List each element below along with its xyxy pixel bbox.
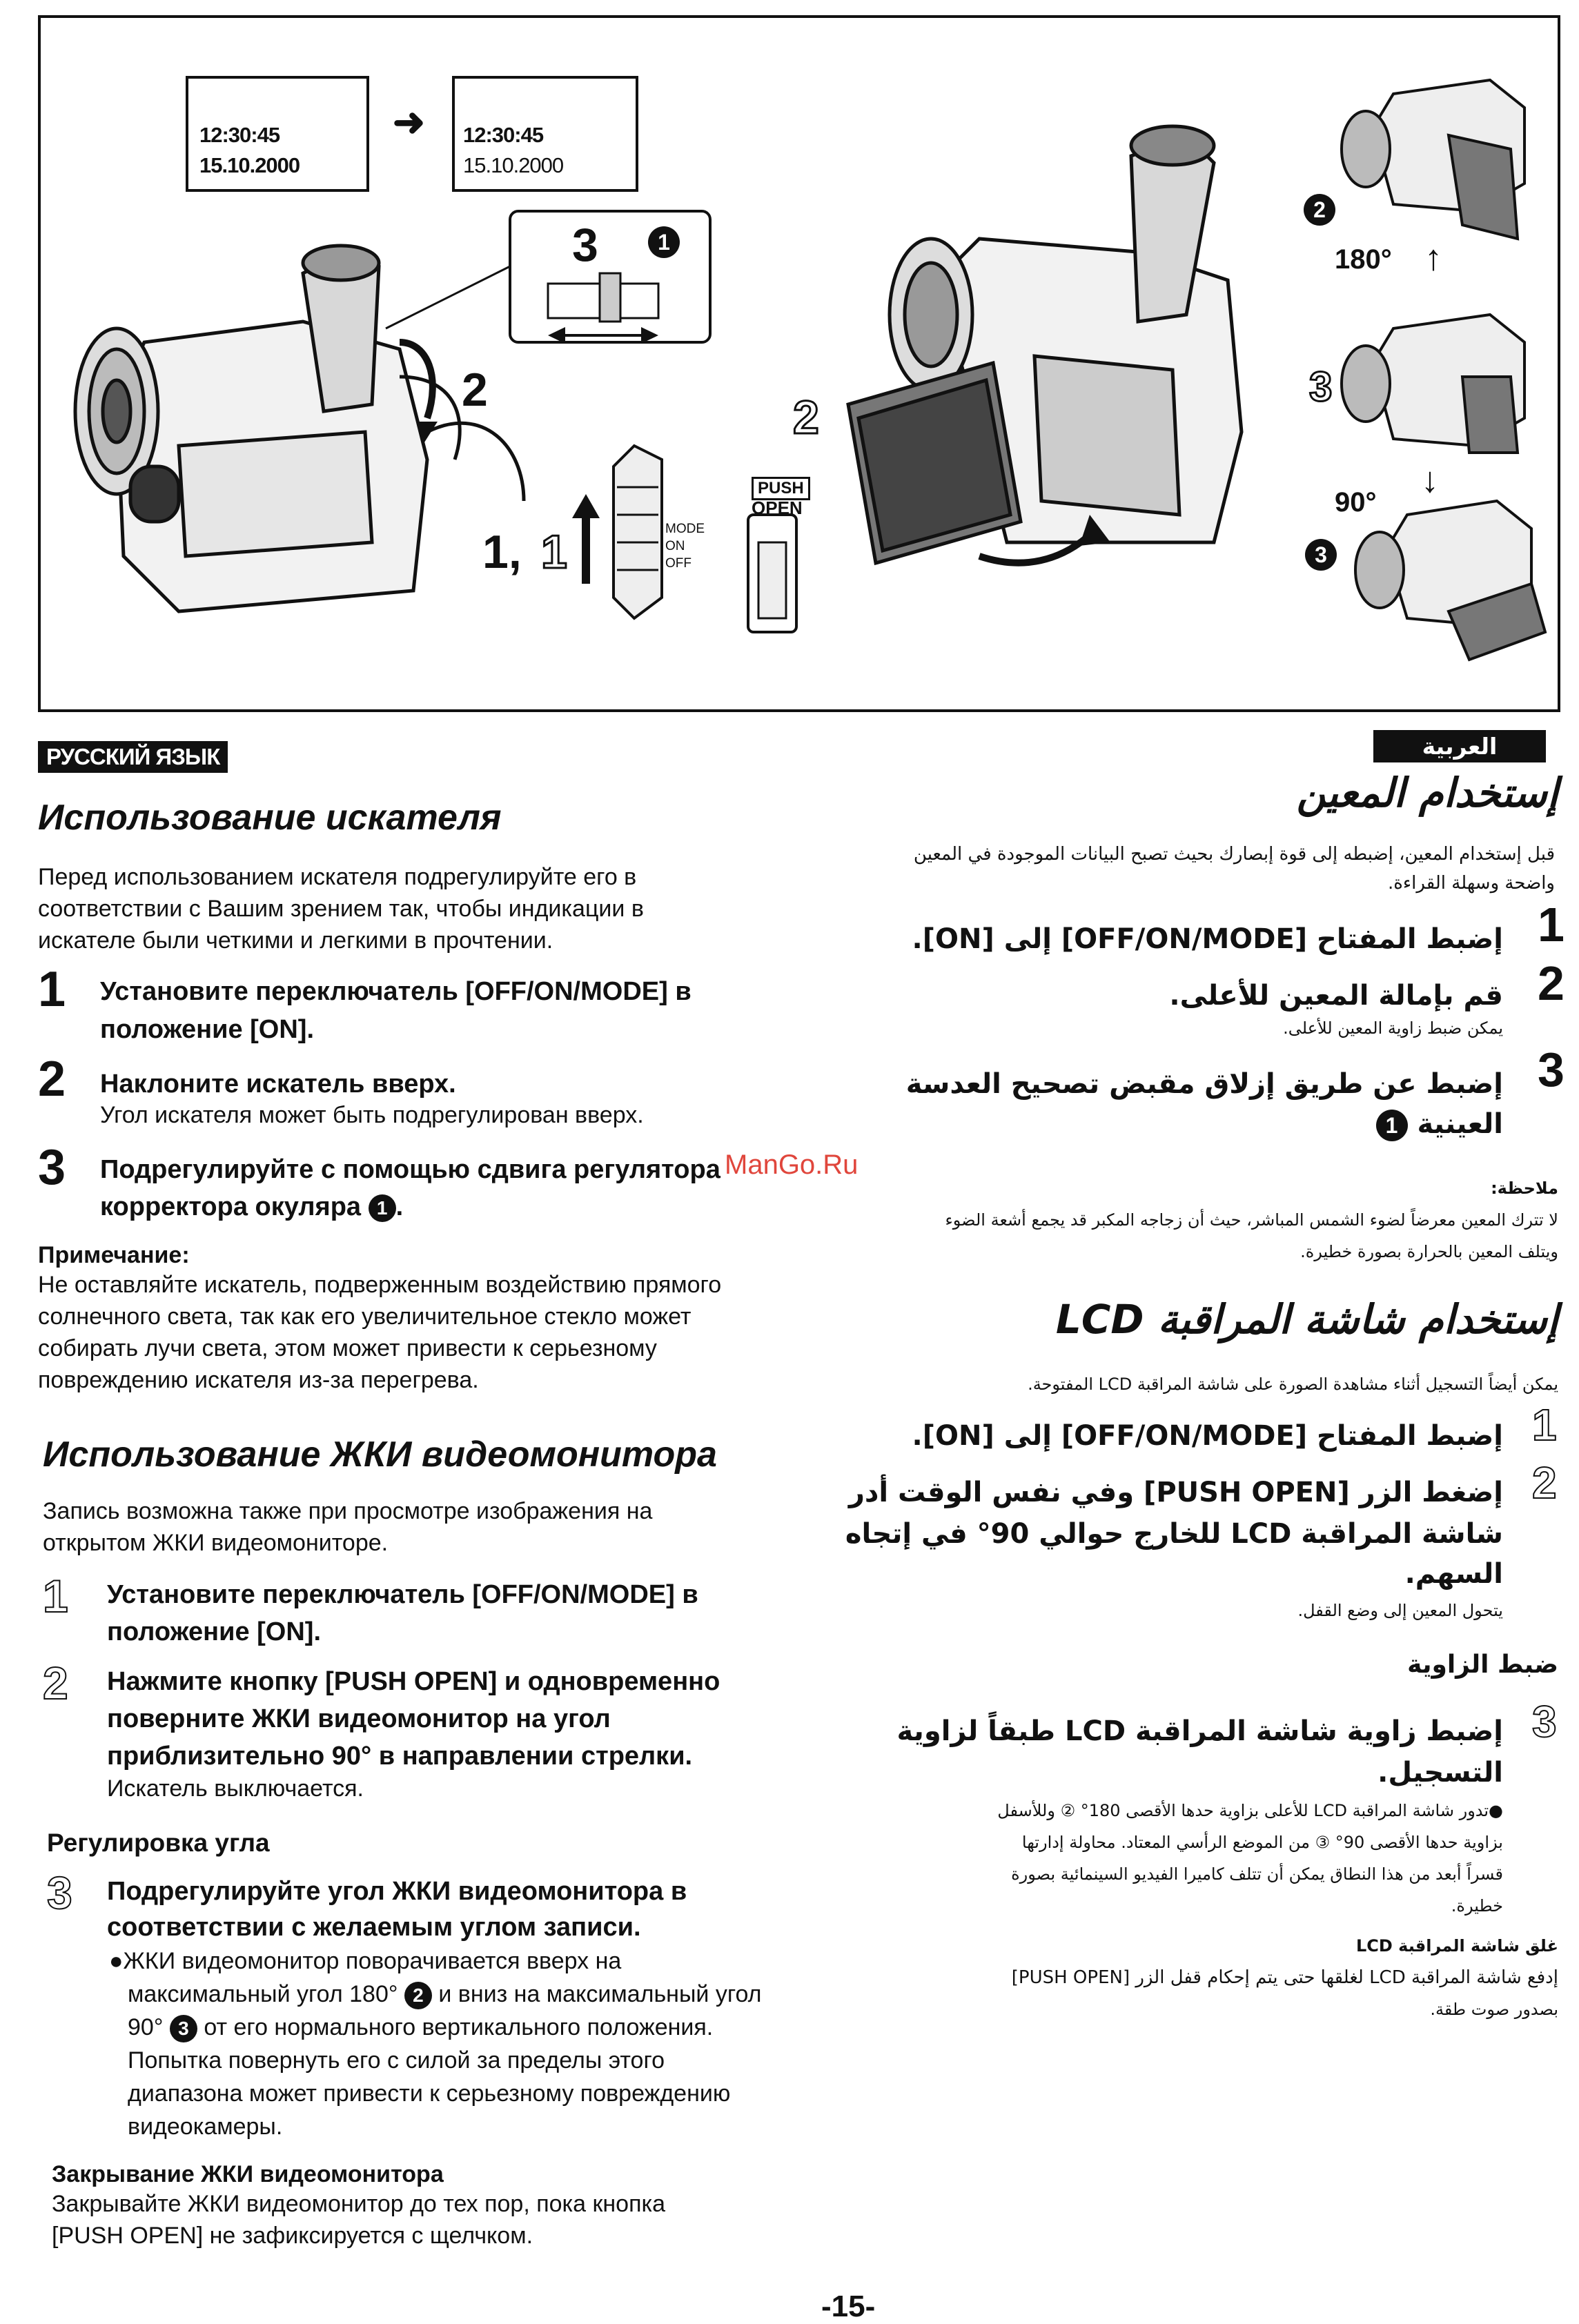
step-label-3: 3 xyxy=(572,219,598,271)
ru-step-3-circle: 1 xyxy=(369,1194,396,1222)
ru-lcd-step-1-line-2: положение [ON]. xyxy=(107,1617,322,1646)
rotation-label-3: 3 xyxy=(1309,364,1333,410)
step-label-1-1: 1, xyxy=(482,526,522,578)
ar-close-heading: غلق شاشة المراقبة LCD xyxy=(1355,1936,1558,1956)
ru-step-3-line-1: Подрегулируйте с помощью сдвига регулятора xyxy=(100,1155,720,1184)
russian-language-tag: РУССКИЙ ЯЗЫК xyxy=(38,741,228,773)
ru-close-heading: Закрывание ЖКИ видеомонитора xyxy=(52,2161,444,2187)
ar-close-line-1: إدفع شاشة المراقبة LCD لغلقها حتى يتم إحكام قفل الزر [PUSH OPEN] xyxy=(1011,1967,1558,1988)
dial-off-label: OFF xyxy=(665,556,692,571)
push-label: PUSH xyxy=(752,477,810,500)
ar-intro2: يمكن أيضاً التسجيل أثناء مشاهدة الصورة على شاشة المراقبة LCD المفتوحة. xyxy=(1028,1375,1558,1394)
ru-lcd-step-1-line-1: Установите переключатель [OFF/ON/MODE] в xyxy=(107,1580,698,1609)
step-label-2-outline: 2 xyxy=(793,391,819,444)
ar-step-3-circle: 1 xyxy=(1376,1110,1408,1141)
ru-note-heading: Примечание: xyxy=(38,1242,190,1268)
circle-3-badge: 3 xyxy=(1305,539,1337,571)
ru-bullet-90: 90° xyxy=(128,2014,164,2040)
ar-lcd-step-2-line-2: شاشة المراقبة LCD للخارج حوالي 90° في إتجاه xyxy=(845,1518,1503,1550)
ar-lcd-step-2-number: 2 xyxy=(1532,1458,1557,1508)
ru-step-3-end: . xyxy=(395,1192,404,1221)
ar-step-1-number: 1 xyxy=(1538,898,1565,952)
ar-viewfinder-heading: إستخدام المعين xyxy=(1296,769,1558,816)
dial-mode-label: MODE xyxy=(665,522,705,536)
ru-note-line-2: солнечного света, так как его увеличительное стекло может xyxy=(38,1303,692,1330)
ar-lcd-step-1-number: 1 xyxy=(1532,1400,1557,1450)
ar-lcd-step-2-line-3: السهم. xyxy=(1404,1558,1503,1590)
dial-on-label: ON xyxy=(665,539,685,553)
ru-step-3-line-2 xyxy=(100,1188,403,1225)
step-label-2: 2 xyxy=(462,364,488,416)
ru-step-3-number: 3 xyxy=(38,1140,66,1195)
circle-1-badge: 1 xyxy=(648,226,680,258)
ru-bullet-vertical: от его нормального вертикального положения. xyxy=(204,2014,714,2040)
ar-note-heading: ملاحظة: xyxy=(1491,1179,1558,1198)
ar-lcd-step-1-line: إضبط المفتاح [OFF/ON/MODE] إلى [ON]. xyxy=(912,1420,1503,1452)
ru-step-1-number: 1 xyxy=(38,962,66,1017)
ru-step-2-number: 2 xyxy=(38,1052,66,1107)
ru-bullet-180: максимальный угол 180° xyxy=(128,1981,398,2007)
ru-bullet-line-2 xyxy=(128,1978,761,2011)
ru-step-1-line-1: Установите переключатель [OFF/ON/MODE] в xyxy=(100,977,692,1006)
ru-intro-line-2: соответствии с Вашим зрением так, чтобы индикации в xyxy=(38,896,644,922)
ru-intro-line-3: искателе были четкими и легкими в прочтении. xyxy=(38,927,553,954)
ru-step-2-line: Наклоните искатель вверх. xyxy=(100,1070,456,1099)
ar-bullet-line-4: خطيرة. xyxy=(1451,1896,1503,1916)
ru-lcd-step-2-sub: Искатель выключается. xyxy=(107,1775,364,1802)
ar-step-3-line-1: إضبط عن طريق إزلاق مقبض تصحيح العدسة xyxy=(905,1068,1503,1100)
ar-intro-line-1: قبل إستخدام المعين، إضبطه إلى قوة إبصارك بحيث تصبح البيانات الموجودة في المعين xyxy=(913,844,1555,865)
ru-close-line-1: Закрывайте ЖКИ видеомонитор до тех пор, пока кнопка xyxy=(52,2191,666,2217)
open-label: OPEN xyxy=(752,498,803,518)
circle-2-badge: 2 xyxy=(1304,194,1335,226)
lcd-after-time: 12:30:45 xyxy=(463,123,544,147)
ar-step-3-line-2 xyxy=(813,1103,1503,1145)
ar-intro-line-2: واضحة وسهلة القراءة. xyxy=(1388,873,1555,894)
ru-intro2-line-1: Запись возможна также при просмотре изображения на xyxy=(43,1498,653,1524)
ar-note-line-2: ويتلف المعين بالحرارة بصورة خطيرة. xyxy=(1300,1242,1558,1261)
ru-step-2-sub: Угол искателя может быть подрегулирован вверх. xyxy=(100,1102,644,1128)
ru-lcd-heading: Использование ЖКИ видеомонитора xyxy=(43,1435,717,1475)
ru-step-3-text: корректора окуляра xyxy=(100,1192,362,1221)
ru-bullet-line-5: диапазона может привести к серьезному повреждению xyxy=(128,2080,731,2107)
ar-step-2-sub: يمكن ضبط زاوية المعين للأعلى. xyxy=(1283,1018,1503,1038)
up-arrow-icon: ↑ xyxy=(1424,238,1442,278)
ar-note-line-1: لا تترك المعين معرضاً لضوء الشمس المباشر، حيث أن زجاجه المكبر قد يجمع أشعة الضوء xyxy=(945,1210,1558,1230)
ru-note-line-1: Не оставляйте искатель, подверженным воздействию прямого xyxy=(38,1272,722,1298)
step-label-1-outline: 1 xyxy=(541,526,567,578)
ru-lcd-step-2-line-1: Нажмите кнопку [PUSH OPEN] и одновременно xyxy=(107,1667,720,1696)
ru-bullet-line-4: Попытка повернуть его с силой за пределы этого xyxy=(128,2047,665,2074)
ru-bullet-circle-2: 2 xyxy=(404,1982,432,2009)
ru-bullet-circle-3: 3 xyxy=(170,2015,197,2042)
ar-lcd-step-3-number: 3 xyxy=(1532,1697,1557,1746)
ar-bullet-line-3: قسراً أبعد من هذا النطاق يمكن أن تتلف كاميرا الفيديو السينمائية بصورة xyxy=(1011,1864,1503,1884)
lcd-after-date: 15.10.2000 xyxy=(463,153,564,177)
ar-lcd-step-2-line-1: إضغط الزر [PUSH OPEN] وفي نفس الوقت أدر xyxy=(848,1477,1503,1508)
ar-bullet-line-2: بزاوية حدها الأقصى 90° ③ من الموضع الرأسي المعتاد. محاولة إدارتها xyxy=(1021,1833,1503,1852)
lcd-before-time: 12:30:45 xyxy=(199,123,280,147)
ar-lcd-heading: إستخدام شاشة المراقبة LCD xyxy=(1055,1296,1558,1343)
ar-step-2-number: 2 xyxy=(1538,956,1565,1010)
ru-lcd-step-2-line-3: приблизительно 90° в направлении стрелки. xyxy=(107,1742,693,1771)
page-number: -15- xyxy=(821,2289,876,2323)
ru-note-line-3: собирать лучи света, этом может привести к серьезному xyxy=(38,1335,657,1361)
lcd-before-date: 15.10.2000 xyxy=(199,153,300,177)
ru-close-line-2: [PUSH OPEN] не зафиксируется с щелчком. xyxy=(52,2223,533,2249)
ru-angle-heading: Регулировка угла xyxy=(47,1829,270,1857)
transition-arrow-icon: ➜ xyxy=(393,100,425,144)
arabic-language-tag: العربية xyxy=(1373,730,1546,762)
ar-lcd-step-2-sub: يتحول المعين إلى وضع القفل. xyxy=(1297,1601,1503,1620)
ru-intro-line-1: Перед использованием искателя подрегулируйте его в xyxy=(38,864,637,890)
ru-note-line-4: повреждению искателя из-за перегрева. xyxy=(38,1367,479,1393)
ar-lcd-step-3-line-1: إضبط زاوية شاشة المراقبة LCD طبقاً لزاوية xyxy=(896,1715,1503,1747)
ru-intro2-line-2: открытом ЖКИ видеомониторе. xyxy=(43,1530,389,1556)
ru-bullet-line-6: видеокамеры. xyxy=(128,2114,283,2140)
down-arrow-icon: ↓ xyxy=(1421,460,1439,500)
ar-step-3-text: العينية xyxy=(1417,1108,1503,1140)
ru-lcd-step-2-number: 2 xyxy=(43,1657,68,1708)
ru-lcd-step-2-line-2: поверните ЖКИ видеомонитор на угол xyxy=(107,1704,611,1733)
ar-close-line-2: بصدور صوت طقة. xyxy=(1430,2000,1558,2019)
ru-lcd-step-1-number: 1 xyxy=(43,1570,68,1622)
ru-bullet-line-1: ●ЖКИ видеомонитор поворачивается вверх на xyxy=(109,1948,622,1974)
ar-bullet-line-1: ●تدور شاشة المراقبة LCD للأعلى بزاوية حدها الأقصى 180° ② وللأسفل xyxy=(997,1801,1503,1820)
ar-step-1-line: إضبط المفتاح [OFF/ON/MODE] إلى [ON]. xyxy=(912,923,1503,955)
ru-bullet-down: и вниз на максимальный угол xyxy=(438,1981,762,2007)
ar-step-3-number: 3 xyxy=(1538,1043,1565,1096)
ar-step-2-line: قم بإمالة المعين للأعلى. xyxy=(1169,980,1503,1012)
ar-angle-heading: ضبط الزاوية xyxy=(1407,1651,1558,1679)
ru-lcd-step-3-line-2: соответствии с желаемым углом записи. xyxy=(107,1913,641,1942)
watermark-text: ManGo.Ru xyxy=(725,1150,859,1180)
ru-lcd-step-3-number: 3 xyxy=(47,1867,72,1918)
angle-90-label: 90° xyxy=(1335,487,1377,518)
illustration-frame xyxy=(38,15,1560,712)
ar-lcd-step-3-line-2: التسجيل. xyxy=(1377,1757,1503,1789)
ru-step-1-line-2: положение [ON]. xyxy=(100,1015,315,1044)
angle-180-label: 180° xyxy=(1335,244,1392,275)
ru-viewfinder-heading: Использование искателя xyxy=(38,798,502,838)
ru-bullet-line-3 xyxy=(128,2011,713,2044)
ru-lcd-step-3-line-1: Подрегулируйте угол ЖКИ видеомонитора в xyxy=(107,1877,687,1906)
